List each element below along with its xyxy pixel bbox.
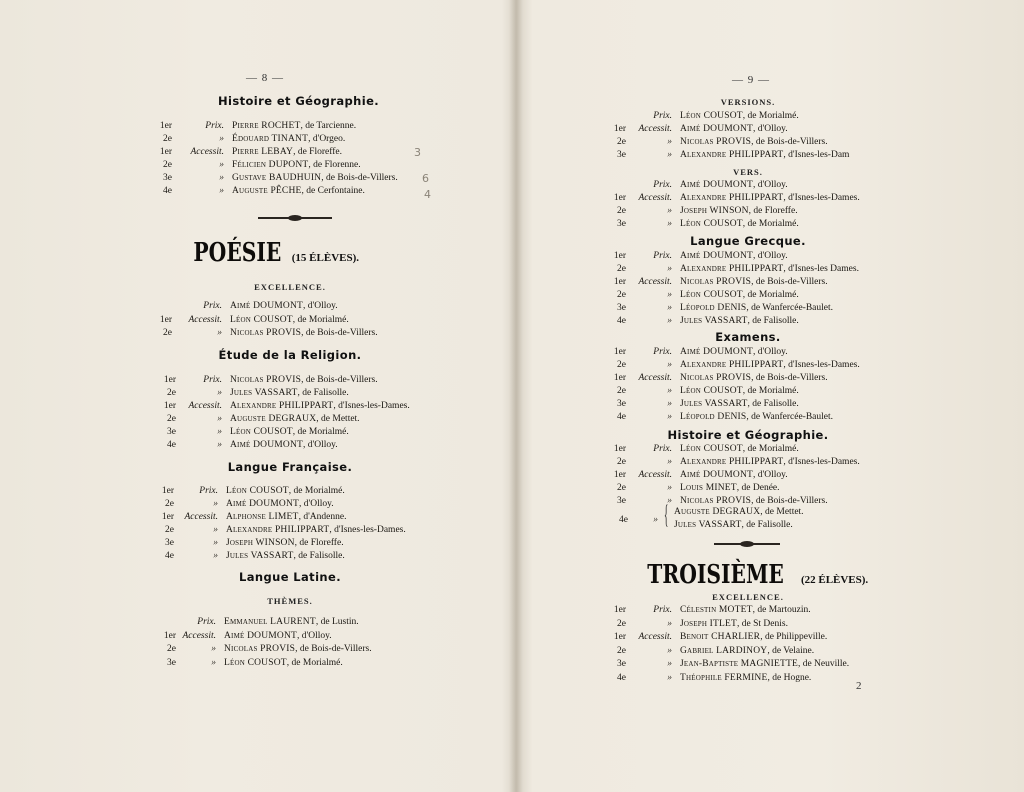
- award-label: Accessit.: [638, 277, 672, 287]
- rank-label: 1er: [613, 605, 626, 615]
- award-label: »: [667, 457, 672, 467]
- rank-label: 3e: [617, 219, 626, 229]
- award-label: »: [219, 173, 224, 183]
- rank-label: 2e: [167, 644, 176, 654]
- laureate-name: Alexandre PHILIPPART, d'Isnes-les Dames.: [680, 264, 859, 274]
- rank-label: 1er: [163, 401, 176, 411]
- rank-label: 3e: [167, 427, 176, 437]
- award-label: »: [667, 137, 672, 147]
- rank-label: 2e: [165, 499, 174, 509]
- laureate-name: Alexandre PHILIPPART, d'Isnes-les-Dames.: [680, 457, 860, 467]
- laureate-name: Joseph WINSON, de Floreffe.: [680, 206, 798, 216]
- brace-glyph: {: [664, 500, 669, 529]
- award-label: »: [667, 264, 672, 274]
- award-label: »: [213, 538, 218, 548]
- laureate-name: Joseph ITLET, de St Denis.: [680, 618, 788, 629]
- section-title-grecque: Langue Grecque.: [690, 234, 806, 248]
- laureate-name: Nicolas PROVIS, de Bois-de-Villers.: [224, 644, 372, 654]
- rank-label: 2e: [617, 264, 626, 274]
- award-label: Accessit.: [638, 124, 672, 134]
- award-label: »: [667, 412, 672, 422]
- award-label: »: [219, 160, 224, 170]
- award-label: »: [667, 206, 672, 216]
- rank-label: 4e: [617, 316, 626, 326]
- laureate-name: Aimé DOUMONT, d'Olloy.: [230, 301, 338, 311]
- rank-label: 2e: [617, 206, 626, 216]
- award-label: »: [667, 399, 672, 409]
- laureate-name: Léon COUSOT, de Morialmé.: [230, 314, 349, 325]
- rank-label: 2e: [167, 388, 176, 398]
- laureate-name: Aimé DOUMONT, d'Olloy.: [230, 440, 338, 450]
- award-label: Prix.: [653, 347, 672, 357]
- class-title: TROISIÈME: [647, 560, 784, 590]
- laureate-name: Auguste PÊCHE, de Cerfontaine.: [232, 186, 365, 196]
- laureate-name: Léon COUSOT, de Morialmé.: [230, 427, 349, 437]
- rank-label: 2e: [163, 160, 172, 170]
- rank-label: 1er: [161, 486, 174, 496]
- section-title-religion: Étude de la Religion.: [218, 348, 362, 362]
- award-label: »: [217, 388, 222, 398]
- award-label: Prix.: [653, 605, 672, 615]
- award-label: »: [211, 657, 216, 668]
- class-heading-poesie: [30, 238, 510, 268]
- award-label: »: [667, 659, 672, 669]
- laureate-name: Pierre ROCHET, de Tarcienne.: [232, 121, 357, 131]
- right-page: — 9 — VERSIONS. Prix. Léon COUSOT, de Morialmé. 1er Accessit. Aimé DOUMONT, d'Olloy. 2e » Nicolas PROVIS, de Bois-de-Villers. 3e » Alexandre PHILIPPART, d'Isnes-les-Dam VERS. Prix. Aimé DOUMONT, d'Olloy. 1er Accessit. Alexandre PHILIPPART, d'Isnes-les-Dames. 2e » Joseph WINSON, de Floreffe. 3e » Léon COUSOT, de Morialmé. Langue Grecque. 1er Prix. Aimé DOUMONT, d'Olloy. 2e » Alexandre PHILIPPART, d'Isnes-les Dames. 1er Accessit. Nicolas PROVIS, de Bois-de-Villers. 2e » Léon COUSOT, de Morialmé. 3e » Léopold DENIS, de Wanfercée-Baulet. 4e » Jules VASSART, de Falisolle. Examens. 1er Prix. Aimé DOUMONT, d'Olloy. 2e » Alexandre PHILIPPART, d'Isnes-les-Dames. 1er Accessit. Nicolas PROVIS, de Bois-de-Villers. 2e » Léon COUSOT, de Morialmé. 3e » Jules VASSART, de Falisolle. 4e » Léopold DENIS, de Wanfercée-Baulet. Histoire et Géographie. 1er Prix. Léon COUSOT, de Morialmé. 2e » Alexandre PHILIPPART, d'Isnes-les-Dames. 1er Accessit. Aimé DOUMONT, d'Olloy. 2e » Louis MINET, de Denée. 3e » Nicolas PROVIS, de Bois-de-Villers. 4e » { Auguste DEGRAUX, de Mettet. Jules VASSART, de Falisolle. TROISIÈME (22 ÉLÈVES). EXCELLENCE. 1er Prix. Célestin MOTET, de Martouzin. 2e » Joseph ITLET, de St Denis. 1er Accessit. Benoit CHARLIER, de Philippeville. 2e » Gabriel LARDINOY, de Velaine. 3e » Jean-Baptiste MAGNIETTE, de Neuville. 4e » Théophile FERMINE, de Hogne. 2: [518, 0, 1024, 792]
- laureate-name: Aimé DOUMONT, d'Olloy.: [680, 251, 788, 261]
- award-label: Prix.: [653, 111, 672, 121]
- section-title-histoire: Histoire et Géographie.: [667, 428, 829, 442]
- rank-label: 3e: [617, 659, 626, 669]
- rank-label: 3e: [617, 303, 626, 313]
- award-label: »: [217, 427, 222, 437]
- rank-label: 3e: [165, 538, 174, 548]
- rank-label: 4e: [617, 412, 626, 422]
- laureate-name: Gabriel LARDINOY, de Velaine.: [680, 645, 815, 656]
- award-label: »: [667, 360, 672, 370]
- rank-label: 2e: [617, 618, 626, 629]
- section-ornament: [714, 540, 780, 548]
- laureate-name: Léon COUSOT, de Morialmé.: [226, 486, 345, 496]
- rank-label: 1er: [163, 630, 176, 641]
- rank-label: 3e: [617, 150, 626, 160]
- laureate-name: Auguste DEGRAUX, de Mettet.: [230, 414, 360, 424]
- rank-label: 1er: [159, 147, 172, 157]
- laureate-name: Alexandre PHILIPPART, d'Isnes-les-Dam: [680, 150, 850, 160]
- rank-label: 2e: [617, 386, 626, 396]
- laureate-name: Alexandre PHILIPPART, d'Isnes-les-Dames.: [680, 360, 860, 370]
- rank-label: 4e: [617, 672, 626, 683]
- left-page: [0, 0, 510, 792]
- laureate-name: Benoit CHARLIER, de Philippeville.: [680, 632, 828, 642]
- laureate-name: Emmanuel LAURENT, de Lustin.: [224, 617, 359, 627]
- award-label: »: [213, 525, 218, 535]
- laureate-name: Léon COUSOT, de Morialmé.: [680, 290, 799, 300]
- section-ornament: [258, 214, 332, 222]
- rank-label: 2e: [167, 414, 176, 424]
- subsection-excellence: EXCELLENCE.: [712, 592, 784, 602]
- rank-label: 2e: [163, 328, 172, 338]
- laureate-name: Aimé DOUMONT, d'Olloy.: [226, 499, 334, 509]
- rank-label: 2e: [617, 457, 626, 467]
- rank-label: 1er: [613, 347, 626, 357]
- rank-label: 1er: [159, 121, 172, 131]
- laureate-name: Aimé DOUMONT, d'Olloy.: [680, 470, 788, 480]
- laureate-name: Léon COUSOT, de Morialmé.: [680, 111, 799, 121]
- subsection-themes: THÈMES.: [267, 596, 313, 606]
- rank-label: 2e: [617, 137, 626, 147]
- laureate-name: Nicolas PROVIS, de Bois-de-Villers.: [680, 496, 828, 506]
- laureate-name: Félicien DUPONT, de Florenne.: [232, 160, 361, 170]
- award-label: »: [667, 618, 672, 629]
- laureate-name: Léon COUSOT, de Morialmé.: [680, 219, 799, 229]
- award-label: Accessit.: [190, 147, 224, 157]
- laureate-name: Jules VASSART, de Falisolle.: [680, 399, 799, 409]
- laureate-name: Aimé DOUMONT, d'Olloy.: [680, 124, 788, 134]
- award-label: »: [667, 483, 672, 493]
- award-label: »: [667, 219, 672, 229]
- rank-label: 2e: [617, 645, 626, 656]
- rank-label: 3e: [163, 173, 172, 183]
- rank-label: 2e: [617, 483, 626, 493]
- laureate-name: Alexandre PHILIPPART, d'Isnes-les-Dames.: [230, 401, 410, 411]
- laureate-name: Gustave BAUDHUIN, de Bois-de-Villers.: [232, 173, 398, 183]
- award-label: »: [667, 386, 672, 396]
- rank-label: 1er: [613, 251, 626, 261]
- laureate-name: Aimé DOUMONT, d'Olloy.: [224, 630, 332, 641]
- rank-label: 1er: [163, 375, 176, 385]
- rank-label: 1er: [613, 444, 626, 454]
- award-label: Accessit.: [188, 401, 222, 411]
- laureate-name: Pierre LEBAY, de Floreffe.: [232, 147, 342, 157]
- laureate-name: Léon COUSOT, de Morialmé.: [224, 657, 343, 668]
- rank-label: 1er: [161, 512, 174, 522]
- rank-label: 3e: [617, 399, 626, 409]
- rank-label: 4e: [167, 440, 176, 450]
- laureate-name: Joseph WINSON, de Floreffe.: [226, 538, 344, 548]
- laureate-name: Aimé DOUMONT, d'Olloy.: [680, 180, 788, 190]
- rank-label: 1er: [613, 470, 626, 480]
- award-label: »: [667, 645, 672, 656]
- award-label: Accessit.: [638, 193, 672, 203]
- laureate-name: Alexandre PHILIPPART, d'Isnes-les-Dames.: [680, 193, 860, 203]
- laureate-name: Léopold DENIS, de Wanfercée-Baulet.: [680, 412, 833, 422]
- laureate-name: Léon COUSOT, de Morialmé.: [680, 444, 799, 454]
- laureate-name: Jules VASSART, de Falisolle.: [226, 551, 345, 561]
- award-label: Prix.: [653, 251, 672, 261]
- section-title-latine: Langue Latine.: [239, 570, 341, 584]
- award-label: Prix.: [197, 617, 216, 627]
- award-label: Accessit.: [638, 470, 672, 480]
- award-label: Accessit.: [182, 630, 216, 641]
- laureate-name: Léon COUSOT, de Morialmé.: [680, 386, 799, 396]
- award-label: »: [217, 440, 222, 450]
- rank-label: 1er: [613, 277, 626, 287]
- award-label: Prix.: [203, 301, 222, 311]
- rank-label: 2e: [165, 525, 174, 535]
- section-title-examens: Examens.: [715, 330, 781, 344]
- award-label: Prix.: [653, 444, 672, 454]
- rank-label: 2e: [163, 134, 172, 144]
- page-folio: — 9 —: [732, 74, 770, 86]
- laureate-name: Alexandre PHILIPPART, d'Isnes-les-Dames.: [226, 525, 406, 535]
- rank-label: 4e: [163, 186, 172, 196]
- rank-label: 3e: [617, 496, 626, 506]
- laureate-name: Jules VASSART, de Falisolle.: [680, 316, 799, 326]
- award-label: »: [667, 496, 672, 506]
- laureate-name: Léopold DENIS, de Wanfercée-Baulet.: [680, 303, 833, 313]
- award-label: Prix.: [199, 486, 218, 496]
- margin-mark: 4: [424, 188, 431, 201]
- laureate-name: Théophile FERMINE, de Hogne.: [680, 672, 812, 683]
- award-label: Accessit.: [188, 314, 222, 325]
- section-title-francaise: Langue Française.: [227, 460, 353, 474]
- award-label: »: [213, 499, 218, 509]
- award-label: Prix.: [203, 375, 222, 385]
- rank-label: 1er: [613, 632, 626, 642]
- laureate-name: Jules VASSART, de Falisolle.: [230, 388, 349, 398]
- rank-label: 3e: [167, 657, 176, 668]
- margin-mark: 3: [414, 146, 421, 159]
- award-label: »: [219, 134, 224, 144]
- rank-label: 1er: [613, 124, 626, 134]
- class-count: (22 ÉLÈVES).: [800, 574, 869, 586]
- laureate-name: Nicolas PROVIS, de Bois-de-Villers.: [680, 373, 828, 383]
- margin-mark: 6: [422, 172, 429, 185]
- award-label: »: [217, 328, 222, 338]
- laureate-name: Aimé DOUMONT, d'Olloy.: [680, 347, 788, 357]
- rank-label: 4e: [165, 551, 174, 561]
- laureate-name: Célestin MOTET, de Martouzin.: [680, 605, 811, 615]
- page-folio: — 8 —: [246, 72, 284, 84]
- laureate-name: Nicolas PROVIS, de Bois-de-Villers.: [230, 375, 378, 385]
- award-label: Accessit.: [184, 512, 218, 522]
- class-heading-troisieme: [518, 560, 978, 590]
- class-count: (15 ÉLÈVES).: [291, 252, 360, 264]
- rank-label: 1er: [613, 193, 626, 203]
- rank-label: 1er: [159, 314, 172, 325]
- award-label: »: [667, 316, 672, 326]
- laureate-name: Jean-Baptiste MAGNIETTE, de Neuville.: [680, 659, 850, 669]
- award-label: Prix.: [653, 180, 672, 190]
- section-title-histoire: Histoire et Géographie.: [218, 94, 380, 108]
- award-label: »: [217, 414, 222, 424]
- subsection-excellence: EXCELLENCE.: [254, 282, 326, 292]
- laureate-name: Nicolas PROVIS, de Bois-de-Villers.: [680, 137, 828, 147]
- award-label: Accessit.: [638, 373, 672, 383]
- subsection-vers: VERS.: [733, 167, 763, 177]
- rank-label: 2e: [617, 290, 626, 300]
- laureate-name: Louis MINET, de Denée.: [680, 483, 780, 493]
- rank-label: 1er: [613, 373, 626, 383]
- laureate-name: Alphonse LIMET, d'Andenne.: [226, 512, 347, 522]
- laureate-name: Nicolas PROVIS, de Bois-de-Villers.: [680, 277, 828, 287]
- award-label: Prix.: [205, 121, 224, 131]
- award-label: »: [213, 551, 218, 561]
- laureate-name: Nicolas PROVIS, de Bois-de-Villers.: [230, 328, 378, 338]
- award-label: »: [667, 290, 672, 300]
- class-title: POÉSIE: [193, 238, 282, 268]
- award-label: »: [667, 303, 672, 313]
- award-label: Accessit.: [638, 632, 672, 642]
- subsection-versions: VERSIONS.: [720, 97, 776, 107]
- award-label: »: [211, 644, 216, 654]
- award-label: »: [667, 672, 672, 683]
- award-label: »: [667, 150, 672, 160]
- award-label: »: [219, 186, 224, 196]
- rank-label: 2e: [617, 360, 626, 370]
- laureate-name: Édouard TINANT, d'Orgeo.: [232, 134, 346, 144]
- signature-mark: 2: [856, 680, 862, 692]
